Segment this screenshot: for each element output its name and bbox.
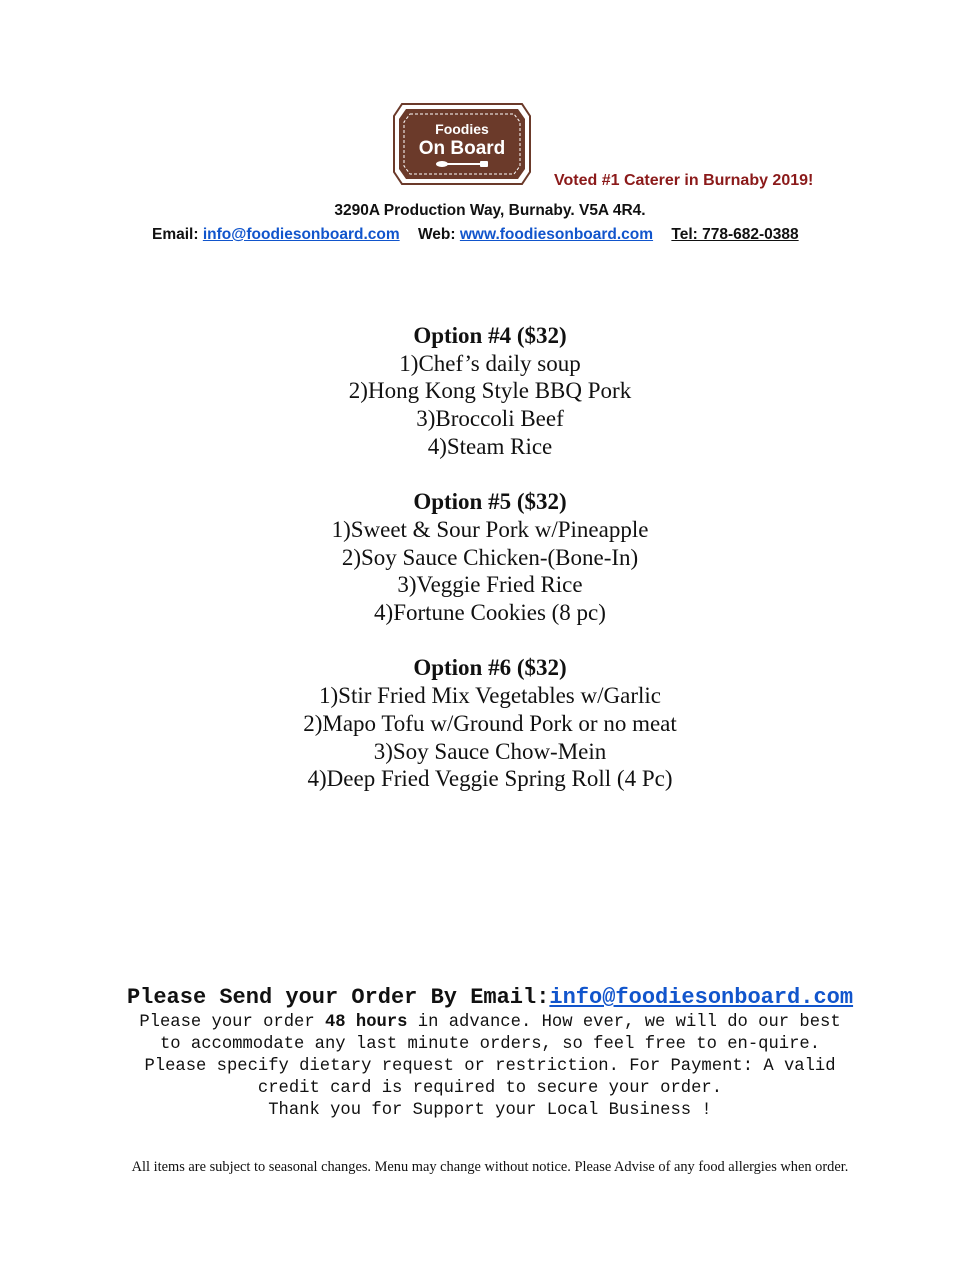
email-link[interactable]: info@foodiesonboard.com <box>202 226 400 243</box>
menu-item: 1)Chef’s daily soup <box>399 350 581 376</box>
order-headline-text: Please Send your Order By Email: <box>126 985 550 1010</box>
company-logo <box>388 96 536 192</box>
menu-item: 2)Mapo Tofu w/Ground Pork or no meat <box>303 710 677 736</box>
menu-item: 3)Broccoli Beef <box>416 406 564 432</box>
order-line: to accommodate any last minute orders, so feel free to en-quire. <box>159 1035 821 1054</box>
menu-item: 2)Hong Kong Style BBQ Pork <box>348 378 632 404</box>
order-line <box>0 1012 980 1034</box>
menu-item: 3)Veggie Fried Rice <box>397 572 583 598</box>
menu-item: 1)Sweet & Sour Pork w/Pineapple <box>331 516 649 542</box>
menu-item: 2)Soy Sauce Chicken-(Bone-In) <box>341 544 639 570</box>
order-headline <box>0 984 980 1012</box>
order-text: Please your order <box>139 1013 325 1032</box>
web-label: Web: <box>417 226 456 243</box>
menu-item: 4)Steam Rice <box>427 433 553 459</box>
option-title: Option #5 ($32) <box>413 489 567 515</box>
order-line: Thank you for Support your Local Business ! <box>268 1101 712 1120</box>
order-email-link[interactable]: info@foodiesonboard.com <box>549 985 854 1010</box>
order-line: credit card is required to secure your order. <box>257 1079 723 1098</box>
email-label: Email: <box>152 226 199 243</box>
svg-text:On Board: On Board <box>418 138 506 159</box>
order-line: Please specify dietary request or restriction. For Payment: A valid <box>144 1057 836 1076</box>
voted-tagline: Voted #1 Caterer in Burnaby 2019! <box>554 172 814 189</box>
order-text: in advance. How ever, we will do our best <box>407 1013 841 1032</box>
phone-number: Tel: 778-682-0388 <box>671 226 799 243</box>
menu-item: 4)Deep Fried Veggie Spring Roll (4 Pc) <box>307 766 673 792</box>
menu-option-5 <box>0 488 980 627</box>
disclaimer: All items are subject to seasonal changes. Menu may change without notice. Please Advise of any food allergies when order. <box>131 1159 849 1175</box>
order-lead-time: 48 hours <box>324 1013 408 1032</box>
business-address: 3290A Production Way, Burnaby. V5A 4R4. <box>334 202 646 219</box>
option-title: Option #4 ($32) <box>413 323 567 348</box>
web-link[interactable]: www.foodiesonboard.com <box>459 226 654 243</box>
menu-option-6 <box>0 654 980 793</box>
menu-item: 1)Stir Fried Mix Vegetables w/Garlic <box>319 683 661 709</box>
contact-line <box>152 226 799 244</box>
menu-item: 4)Fortune Cookies (8 pc) <box>374 600 606 626</box>
menu-option-4 <box>0 322 980 461</box>
order-instructions <box>0 984 980 1122</box>
menu-item: 3)Soy Sauce Chow-Mein <box>373 738 607 764</box>
svg-text:Foodies: Foodies <box>435 121 489 137</box>
option-title: Option #6 ($32) <box>413 655 567 681</box>
menu-options <box>0 322 980 821</box>
